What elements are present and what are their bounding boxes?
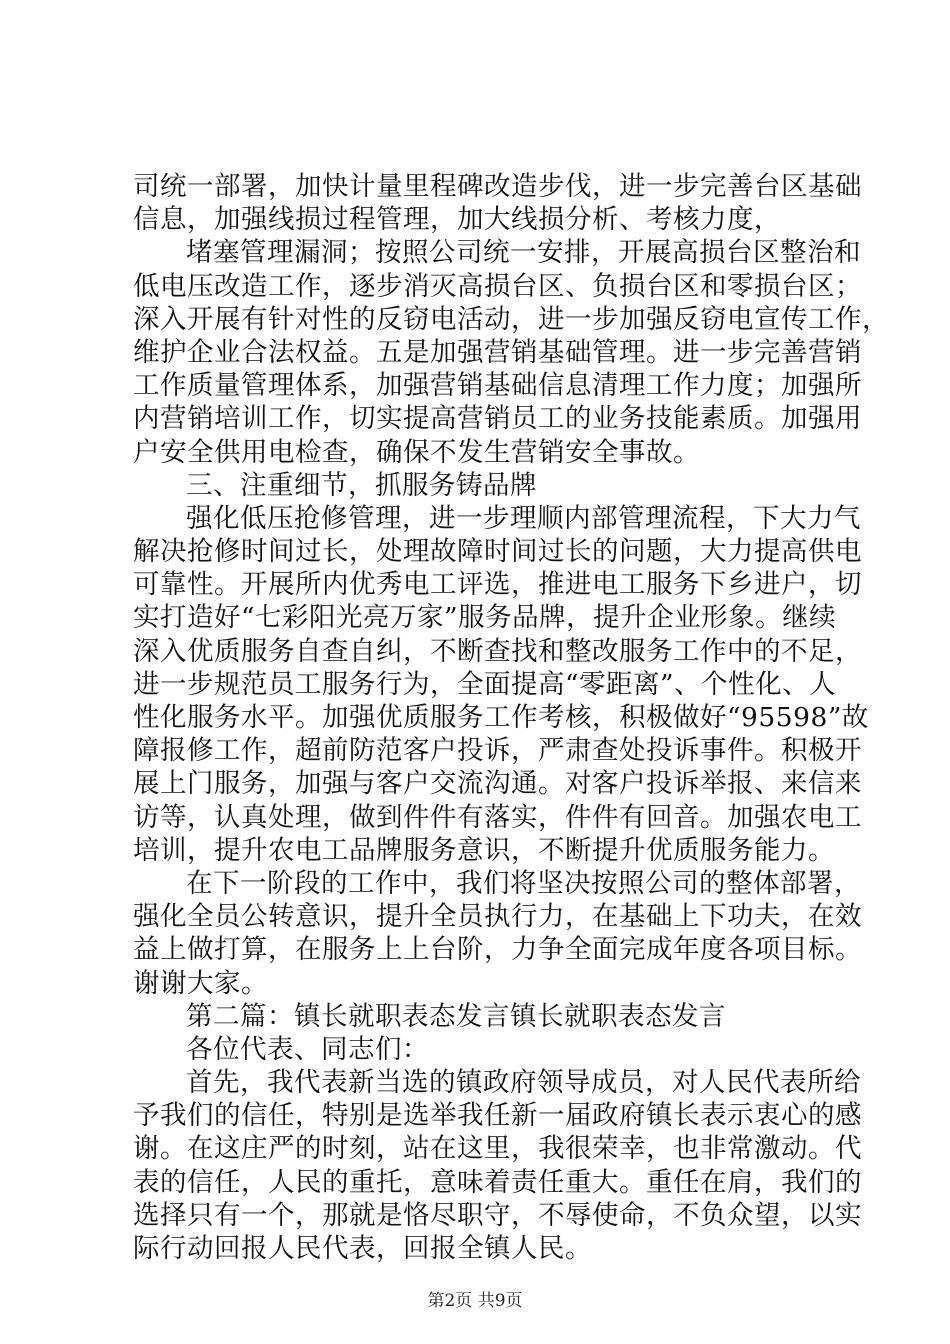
text-line: 表的信任，人民的重托，意味着责任重大。重任在肩，我们的 (133, 1166, 862, 1198)
text-line: 低电压改造工作，逐步消灭高损台区、负损台区和零损台区； (133, 270, 862, 302)
text-line: 培训，提升农电工品牌服务意识，不断提升优质服务能力。 (133, 834, 835, 866)
text-line: 实打造好“七彩阳光亮万家”服务品牌，提升企业形象。继续 (133, 602, 837, 634)
text-line: 选择只有一个，那就是恪尽职守，不辱使命，不负众望，以实 (133, 1199, 862, 1231)
text-line: 维护企业合法权益。五是加强营销基础管理。进一步完善营销 (133, 336, 862, 368)
text-line: 障报修工作，超前防范客户投诉，严肃查处投诉事件。积极开 (133, 735, 862, 767)
text-line: 谢。在这庄严的时刻，站在这里，我很荣幸，也非常激动。代 (133, 1133, 862, 1165)
text-line: 际行动回报人民代表，回报全镇人民。 (133, 1233, 592, 1264)
page-footer: 第2页 共9页 (427, 1291, 523, 1311)
text-line: 强化低压抢修管理，进一步理顺内部管理流程，下大力气 (186, 502, 861, 534)
text-line: 堵塞管理漏洞；按照公司统一安排，开展高损台区整治和 (186, 237, 861, 269)
text-line: 深入开展有针对性的反窃电活动，进一步加强反窃电宣传工作， (133, 303, 889, 335)
text-line: 予我们的信任，特别是选举我任新一届政府镇长表示衷心的感 (133, 1100, 862, 1132)
text-line: 工作质量管理体系，加强营销基础信息清理工作力度；加强所 (133, 370, 862, 402)
text-line: 谢谢大家。 (133, 967, 268, 999)
text-line: 强化全员公转意识，提升全员执行力，在基础上下功夫，在效 (133, 901, 862, 933)
text-line: 深入优质服务自查自纠，不断查找和整改服务工作中的不足， (133, 635, 862, 667)
text-line: 第二篇：镇长就职表态发言镇长就职表态发言 (186, 1000, 726, 1032)
text-line: 司统一部署，加快计量里程碑改造步伐，进一步完善台区基础 (133, 171, 862, 202)
text-line: 各位代表、同志们： (186, 1033, 429, 1065)
document-body (133, 170, 889, 1265)
text-line: 解决抢修时间过长，处理故障时间过长的问题，大力提高供电 (133, 536, 862, 568)
text-line: 在下一阶段的工作中，我们将坚决按照公司的整体部署， (186, 867, 861, 899)
text-line: 性化服务水平。加强优质服务工作考核，积极做好“95598”故 (133, 702, 869, 733)
text-line: 展上门服务，加强与客户交流沟通。对客户投诉举报、来信来 (133, 768, 862, 800)
text-line: 益上做打算，在服务上上台阶，力争全面完成年度各项目标。 (133, 934, 862, 966)
text-line: 进一步规范员工服务行为，全面提高“零距离”、个性化、人 (133, 668, 837, 700)
text-line: 访等，认真处理，做到件件有落实，件件有回音。加强农电工 (133, 801, 862, 833)
text-line: 首先，我代表新当选的镇政府领导成员，对人民代表所给 (186, 1067, 861, 1099)
text-line: 信息，加强线损过程管理，加大线损分析、考核力度， (133, 204, 781, 236)
text-line: 可靠性。开展所内优秀电工评选，推进电工服务下乡进户，切 (133, 569, 862, 601)
text-line: 内营销培训工作，切实提高营销员工的业务技能素质。加强用 (133, 403, 862, 435)
text-line: 三、注重细节，抓服务铸品牌 (186, 469, 537, 501)
text-line: 户安全供用电检查，确保不发生营销安全事故。 (133, 436, 700, 468)
